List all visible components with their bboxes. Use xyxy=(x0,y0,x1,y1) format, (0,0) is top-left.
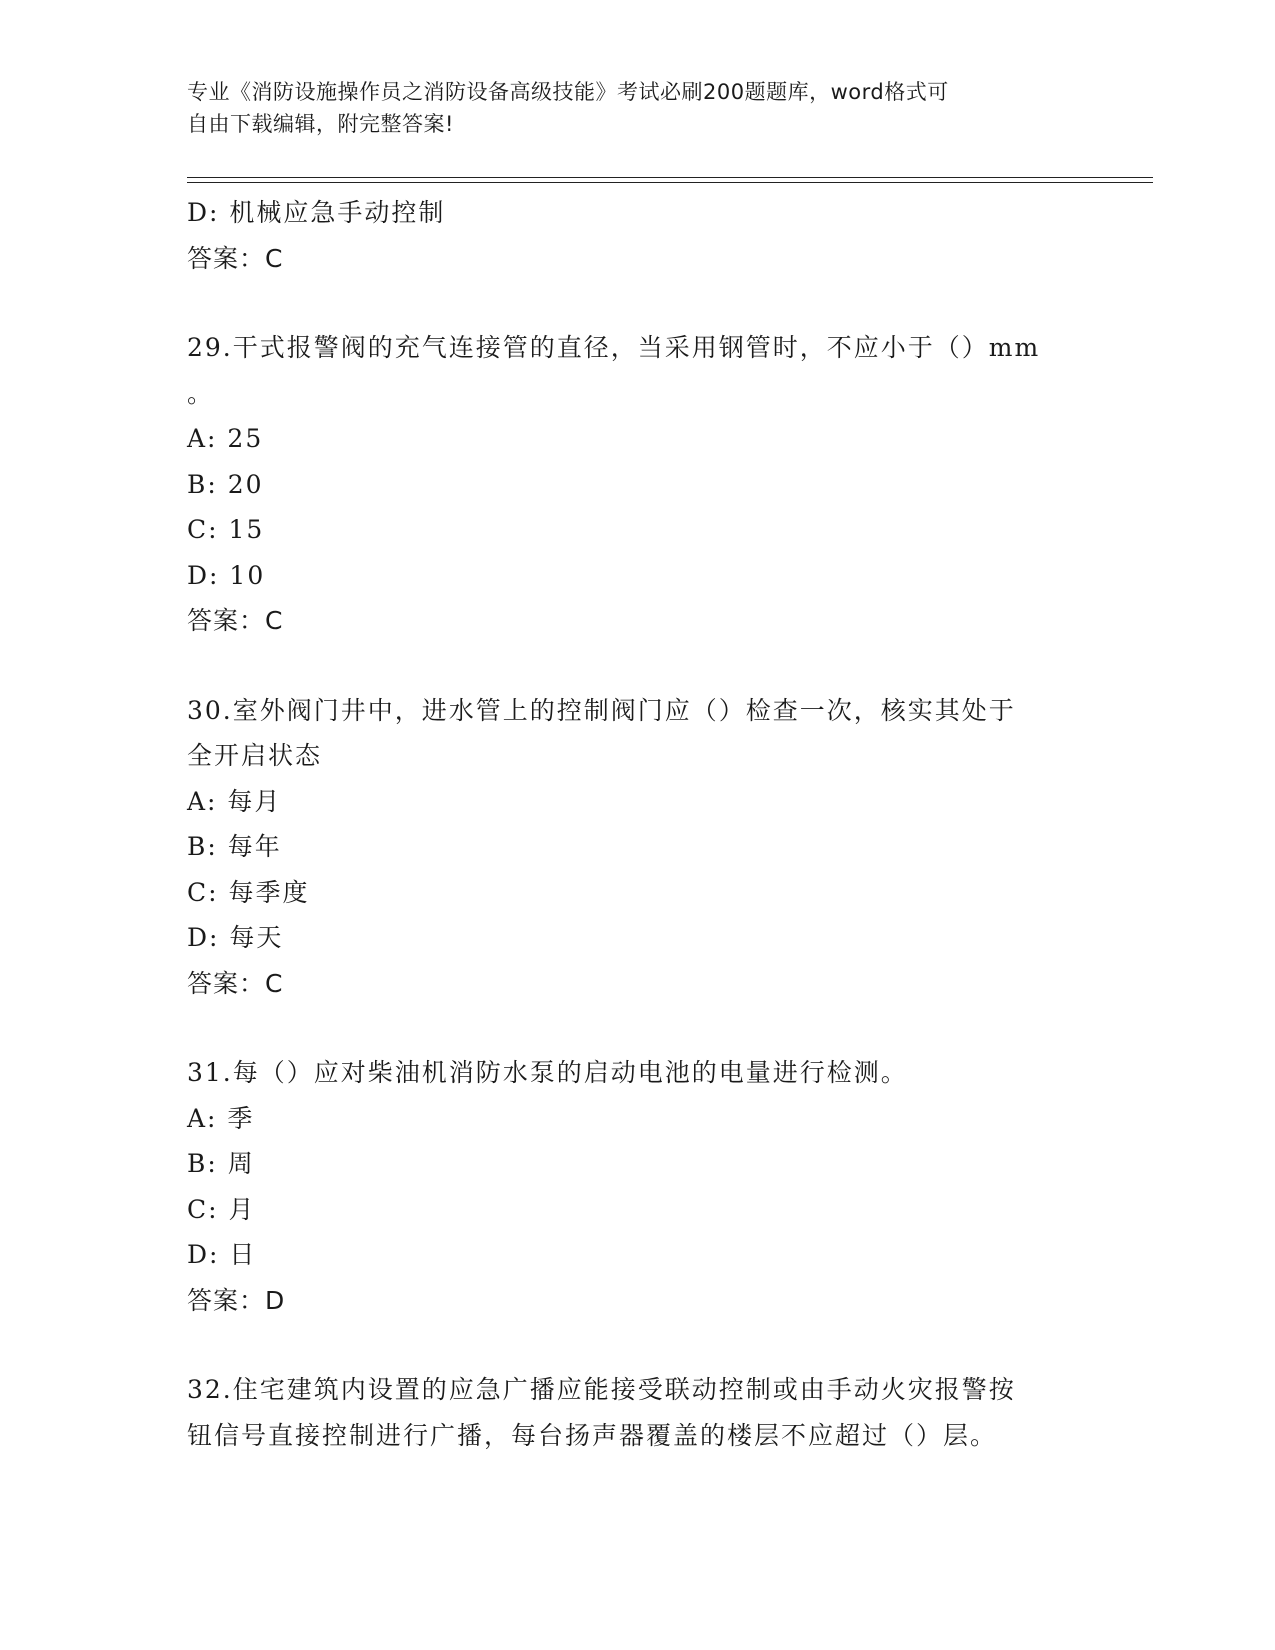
option-b: B: 20 xyxy=(187,469,264,499)
question-29 xyxy=(187,325,1087,644)
option-a: A: 每月 xyxy=(187,786,282,816)
header-divider-bottom xyxy=(187,182,1153,183)
option-b: B: 每年 xyxy=(187,832,282,861)
option-a: A: 季 xyxy=(187,1103,255,1133)
spacer xyxy=(187,1006,1087,1050)
header-line-2: 自由下载编辑，附完整答案! xyxy=(187,112,454,136)
question-text-continued: 钮信号直接控制进行广播，每台扬声器覆盖的楼层不应超过（）层。 xyxy=(187,1420,998,1450)
option-a: A: 25 xyxy=(187,424,264,453)
option-b: B: 周 xyxy=(187,1149,255,1178)
option-d: D: 每天 xyxy=(187,923,284,952)
document-header xyxy=(187,76,1067,140)
option-d: D: 机械应急手动控制 xyxy=(187,198,446,227)
option-c: C: 月 xyxy=(187,1194,256,1224)
answer: 答案：C xyxy=(187,606,284,635)
question-text: 30.室外阀门井中，进水管上的控制阀门应（）检查一次，核实其处于 xyxy=(187,695,1016,725)
header-line-1: 专业《消防设施操作员之消防设备高级技能》考试必刷200题题库，word格式可 xyxy=(187,80,949,104)
question-31 xyxy=(187,1050,1087,1323)
option-c: C: 15 xyxy=(187,515,265,544)
spacer xyxy=(187,281,1087,325)
question-text-continued: 全开启状态 xyxy=(187,741,323,770)
answer: 答案：C xyxy=(187,968,284,998)
question-30 xyxy=(187,688,1087,1007)
spacer xyxy=(187,644,1087,688)
question-text: 32.住宅建筑内设置的应急广播应能接受联动控制或由手动火灾报警按 xyxy=(187,1375,1016,1404)
option-c: C: 每季度 xyxy=(187,877,310,907)
document-body xyxy=(187,190,1087,1458)
question-32 xyxy=(187,1367,1087,1458)
answer: 答案：C xyxy=(187,243,284,273)
question-text-continued: 。 xyxy=(187,378,215,408)
header-divider-top xyxy=(187,177,1153,178)
option-d: D: 10 xyxy=(187,560,266,590)
option-d: D: 日 xyxy=(187,1240,257,1269)
question-text: 29.干式报警阀的充气连接管的直径，当采用钢管时，不应小于（）mm xyxy=(187,333,1041,362)
question-text: 31.每（）应对柴油机消防水泵的启动电池的电量进行检测。 xyxy=(187,1058,908,1087)
spacer xyxy=(187,1323,1087,1367)
answer: 答案：D xyxy=(187,1285,286,1315)
